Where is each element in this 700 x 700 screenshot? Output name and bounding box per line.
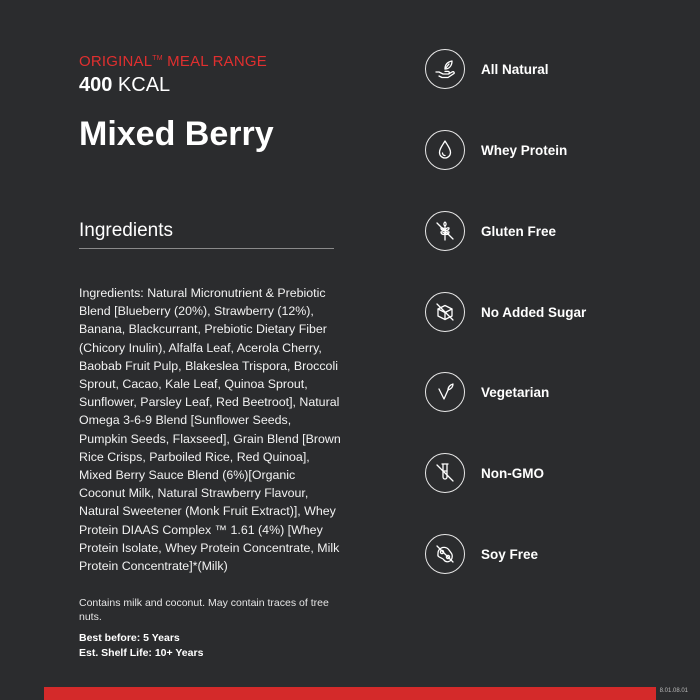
feature-no-added-sugar — [425, 292, 586, 332]
ingredients-text: Ingredients: Natural Micronutrient & Prebiotic Blend [Blueberry (20%), Strawberry (12%), Banana, Blackcurrant, Prebiotic Dietary Fiber (Chicory Inulin), Alfalfa Leaf, Acerola Cherry, Baobab Fruit Pulp, Blakeslea Trispora, Broccoli Sprout, Cacao, Kale Leaf, Quinoa Sprout, Sunflower, Parsley Leaf, Red Beetroot], Natural Omega 3-6-9 Blend [Sunflower Seeds, Pumpkin Seeds, Flaxseed], Grain Blend [Brown Rice Crisps, Parboiled Rice, Red Quinoa], Mixed Berry Sauce Blend (6%)[Organic Coconut Milk, Natural Strawberry Flavour, Natural Sweetener (Monk Fruit Extract)], Whey Protein DIAAS Complex ™ 1.61 (4%) [Whey Protein Isolate, Whey Protein Concentrate, Milk Protein Concentrate]*(Milk) — [79, 286, 341, 574]
ingredients-heading: Ingredients — [79, 220, 174, 241]
feature-vegetarian — [425, 372, 549, 412]
ingredients-divider — [79, 248, 334, 249]
allergen-note: Contains milk and coconut. May contain traces of tree nuts. — [79, 597, 329, 623]
feature-soy-free — [425, 534, 538, 574]
feature-gluten-free — [425, 211, 556, 251]
feature-label: Soy Free — [481, 546, 539, 562]
product-name: Mixed Berry — [79, 115, 274, 153]
feature-label: Vegetarian — [481, 384, 550, 400]
product-code: 8.01.08.01 — [659, 688, 688, 694]
wheat-crossed-icon — [425, 211, 465, 251]
hand-leaf-icon — [425, 49, 465, 89]
kcal-value: 400 — [79, 74, 113, 96]
feature-non-gmo — [425, 453, 544, 493]
droplet-icon — [425, 130, 465, 170]
test-tube-crossed-icon — [425, 453, 465, 493]
kcal-unit: KCAL — [112, 74, 171, 96]
feature-label: Non-GMO — [481, 465, 544, 481]
v-leaf-icon — [425, 372, 465, 412]
shelf-info — [79, 631, 203, 661]
range-suffix-text: MEAL RANGE — [162, 53, 267, 70]
soybean-crossed-icon — [425, 534, 465, 574]
range-label-text: ORIGINAL — [79, 53, 153, 70]
meal-range-label — [79, 50, 341, 71]
feature-label: All Natural — [481, 61, 549, 77]
best-before: Best before: 5 Years — [79, 632, 180, 644]
shelf-life: Est. Shelf Life: 10+ Years — [79, 647, 204, 659]
feature-whey-protein — [425, 130, 567, 170]
feature-label: Whey Protein — [481, 142, 568, 158]
kcal-label — [79, 73, 341, 97]
bottom-red-bar — [44, 687, 656, 700]
sugar-cube-crossed-icon — [425, 292, 465, 332]
feature-label: Gluten Free — [481, 223, 557, 239]
feature-all-natural — [425, 49, 549, 89]
feature-label: No Added Sugar — [481, 304, 587, 320]
trademark-mark: TM — [152, 55, 163, 62]
product-header — [79, 50, 341, 154]
